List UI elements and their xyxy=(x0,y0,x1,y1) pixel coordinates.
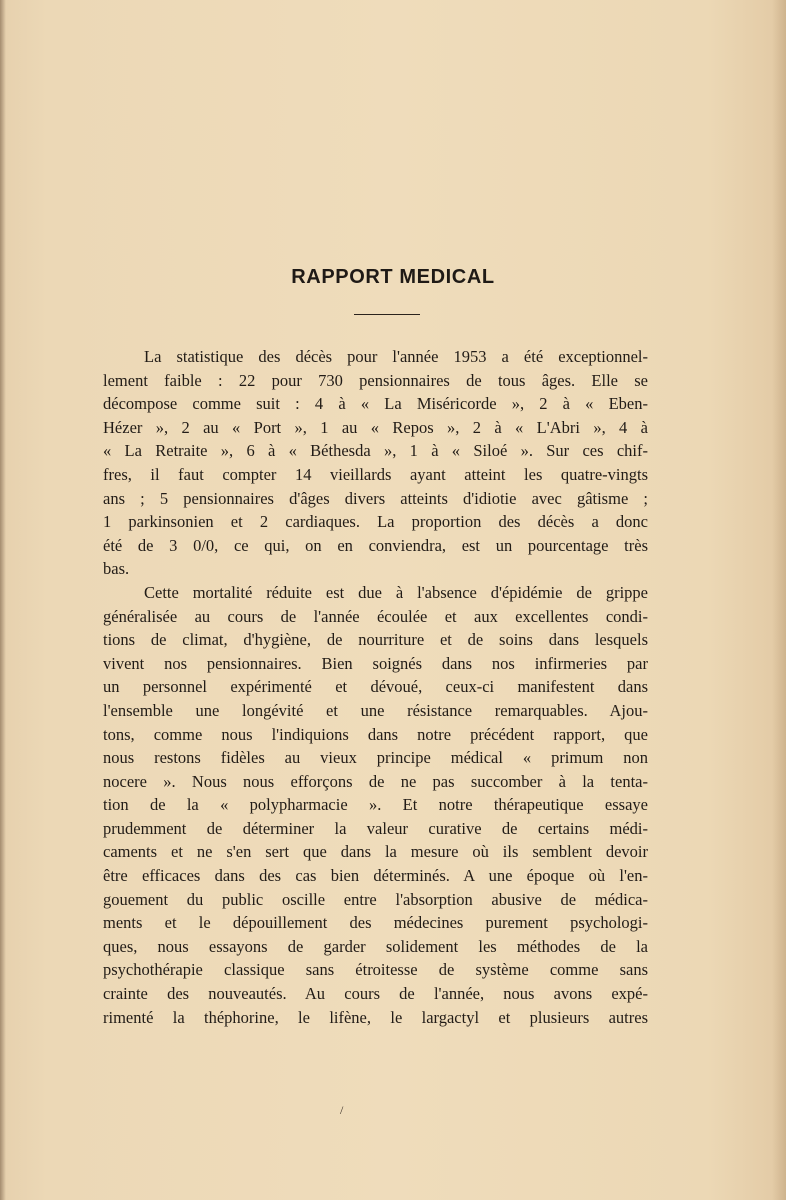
page-left-edge-shadow xyxy=(0,0,6,1200)
text-line: fres, il faut compter 14 vieillards ayant atteint les quatre-vingts xyxy=(103,464,648,484)
text-line: être efficaces dans des cas bien déterminés. A une époque où l'en- xyxy=(103,866,648,886)
text-line: rimenté la théphorine, le lifène, le largactyl et plusieurs autres xyxy=(103,1007,648,1027)
text-line: prudemment de déterminer la valeur curative de certains médi- xyxy=(103,818,648,838)
paragraph-2 xyxy=(103,581,648,1029)
text-line: 1 parkinsonien et 2 cardiaques. La proportion des décès a donc xyxy=(103,512,648,532)
text-line: Hézer », 2 au « Port », 1 au « Repos », 2 à « L'Abri », 4 à xyxy=(103,417,648,437)
footer-mark: / xyxy=(340,1103,344,1117)
text-line: La statistique des décès pour l'année 1953 a été exceptionnel- xyxy=(144,347,648,366)
text-line: nous restons fidèles au vieux principe médical « primum non xyxy=(103,748,648,768)
title-underline-rule xyxy=(354,314,420,315)
text-line: tion de la « polypharmacie ». Et notre thérapeutique essaye xyxy=(103,795,648,815)
text-line: bas. xyxy=(103,559,130,579)
text-line: lement faible : 22 pour 730 pensionnaires de tous âges. Elle se xyxy=(103,370,648,390)
text-line: l'ensemble une longévité et une résistance remarquables. Ajou- xyxy=(103,700,648,720)
text-line: généralisée au cours de l'année écoulée et aux excellentes condi- xyxy=(103,606,648,626)
text-line: ments et le dépouillement des médecines purement psychologi- xyxy=(103,913,648,933)
text-line: tions de climat, d'hygiène, de nourriture et de soins dans lesquels xyxy=(103,630,648,650)
text-line: caments et ne s'en sert que dans la mesure où ils semblent devoir xyxy=(103,842,648,862)
text-line: gouement du public oscille entre l'absorption abusive de médica- xyxy=(103,889,648,909)
text-line: tons, comme nous l'indiquions dans notre précédent rapport, que xyxy=(103,724,648,744)
text-line: Cette mortalité réduite est due à l'absence d'épidémie de grippe xyxy=(144,582,648,602)
text-line: « La Retraite », 6 à « Béthesda », 1 à « Siloé ». Sur ces chif- xyxy=(103,441,648,461)
text-line: vivent nos pensionnaires. Bien soignés dans nos infirmeries par xyxy=(103,653,648,673)
page-title: RAPPORT MEDICAL xyxy=(291,266,495,288)
text-line: décompose comme suit : 4 à « La Miséricorde », 2 à « Eben- xyxy=(103,394,648,414)
text-line: ans ; 5 pensionnaires d'âges divers atteints d'idiotie avec gâtisme ; xyxy=(103,488,648,508)
text-line: un personnel expérimenté et dévoué, ceux-ci manifestent dans xyxy=(103,677,648,697)
paragraph-1 xyxy=(103,345,648,581)
text-line: été de 3 0/0, ce qui, on en conviendra, est un pourcentage très xyxy=(103,535,648,555)
body-text xyxy=(103,345,648,1029)
text-line: crainte des nouveautés. Au cours de l'année, nous avons expé- xyxy=(103,984,648,1004)
page-right-edge-shadow xyxy=(772,0,786,1200)
text-line: psychothérapie classique sans étroitesse de système comme sans xyxy=(103,960,648,980)
text-line: ques, nous essayons de garder solidement les méthodes de la xyxy=(103,936,648,956)
text-line: nocere ». Nous nous efforçons de ne pas succomber à la tenta- xyxy=(103,771,648,791)
